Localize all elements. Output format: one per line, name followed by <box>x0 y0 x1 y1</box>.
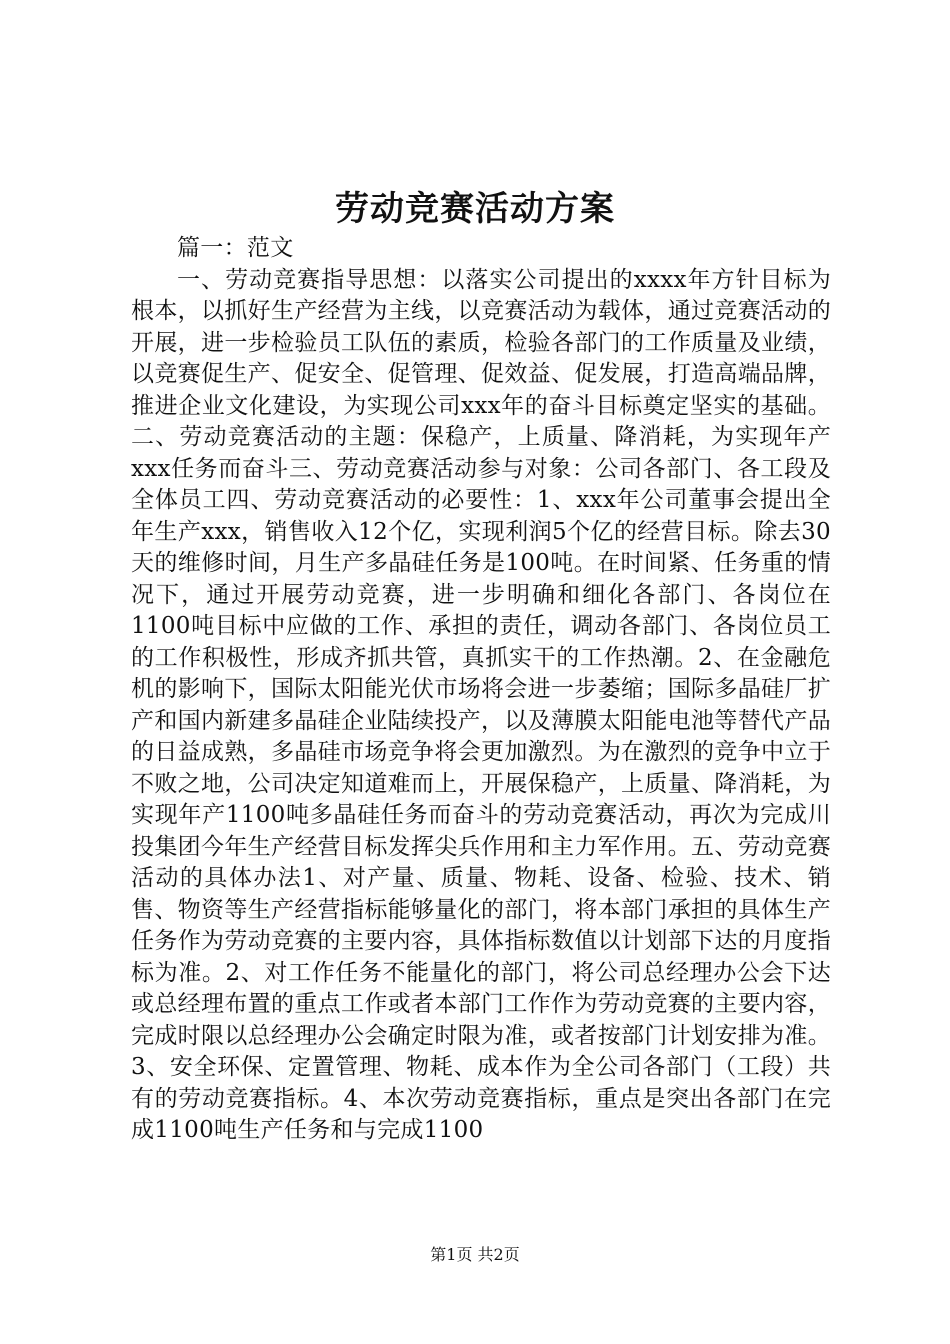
body-paragraph: 一、劳动竞赛指导思想：以落实公司提出的xxxx年方针目标为根本，以抓好生产经营为主线，以竞赛活动为载体，通过竞赛活动的开展，进一步检验员工队伍的素质，检验各部门的工作质量及业绩，以竞赛促生产、促安全、促管理、促效益、促发展，打造高端品牌，推进企业文化建设，为实现公司xxx年的奋斗目标奠定坚实的基础。二、劳动竞赛活动的主题：保稳产，上质量、降消耗，为实现年产xxx任务而奋斗三、劳动竞赛活动参与对象：公司各部门、各工段及全体员工四、劳动竞赛活动的必要性：1、xxx年公司董事会提出全年生产xxx，销售收入12个亿，实现利润5个亿的经营目标。除去30天的维修时间，月生产多晶硅任务是100吨。在时间紧、任务重的情况下，通过开展劳动竞赛，进一步明确和细化各部门、各岗位在1100吨目标中应做的工作、承担的责任，调动各部门、各岗位员工的工作积极性，形成齐抓共管，真抓实干的工作热潮。2、在金融危机的影响下，国际太阳能光伏市场将会进一步萎缩；国际多晶硅厂扩产和国内新建多晶硅企业陆续投产，以及薄膜太阳能电池等替代产品的日益成熟，多晶硅市场竞争将会更加激烈。为在激烈的竞争中立于不败之地，公司决定知道难而上，开展保稳产，上质量、降消耗，为实现年产1100吨多晶硅任务而奋斗的劳动竞赛活动，再次为完成川投集团今年生产经营目标发挥尖兵作用和主力军作用。五、劳动竞赛活动的具体办法1、对产量、质量、物耗、设备、检验、技术、销售、物资等生产经营指标能够量化的部门，将本部门承担的具体生产任务作为劳动竞赛的主要内容，具体指标数值以计划部下达的月度指标为准。2、对工作任务不能量化的部门，将公司总经理办公会下达或总经理布置的重点工作或者本部门工作作为劳动竞赛的主要内容，完成时限以总经理办公会确定时限为准，或者按部门计划安排为准。3、安全环保、定置管理、物耗、成本作为全公司各部门（工段）共有的劳动竞赛指标。4、本次劳动竞赛指标，重点是突出各部门在完成1100吨生产任务和与完成1100 <box>131 266 831 1143</box>
section-label: 篇一：范文 <box>177 235 294 261</box>
page-footer: 第1页 共2页 <box>430 1245 520 1264</box>
document-body <box>131 233 831 1147</box>
document-title: 劳动竞赛活动方案 <box>335 189 615 229</box>
